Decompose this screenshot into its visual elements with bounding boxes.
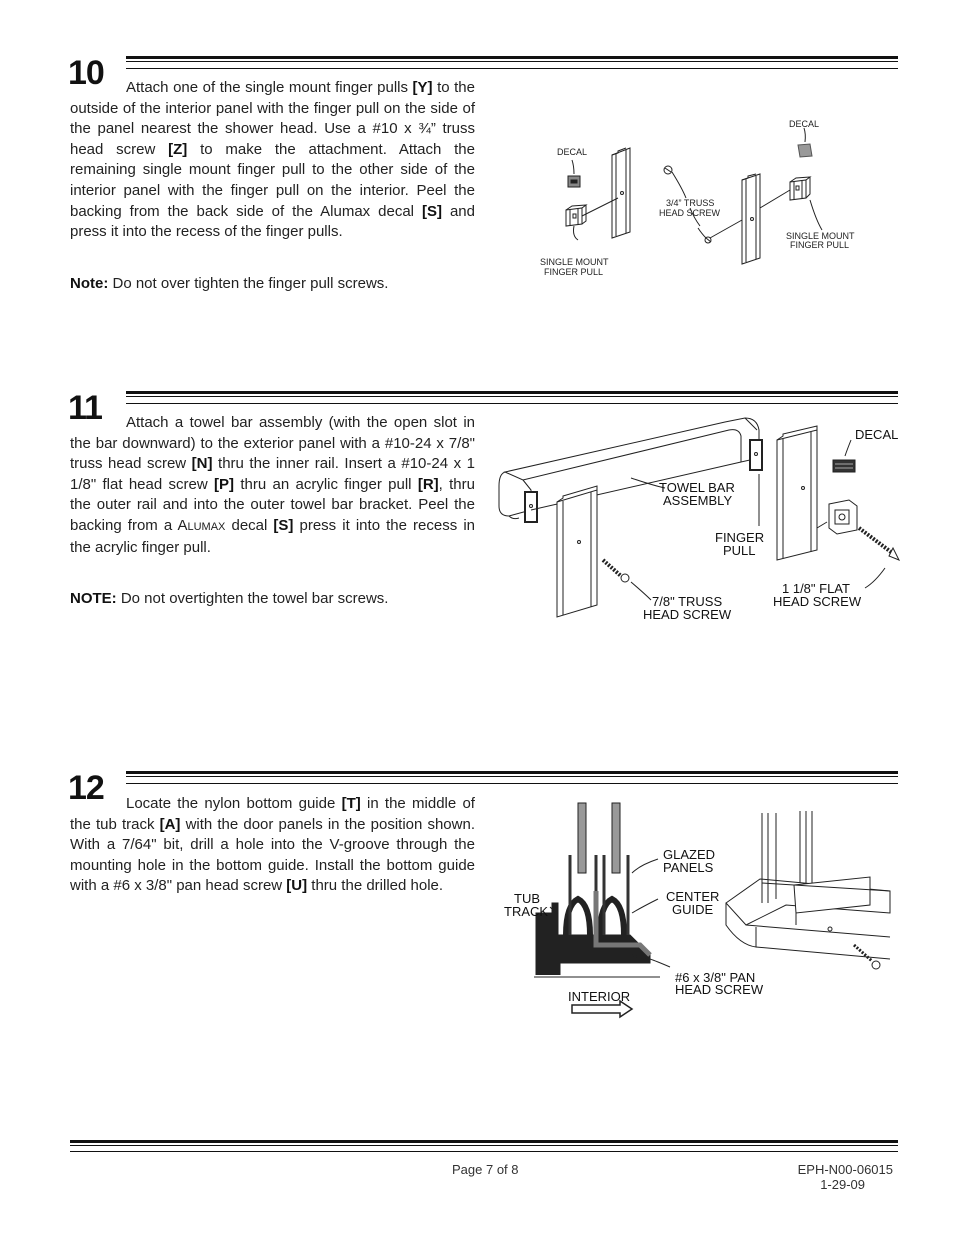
tub-track-label: TUB xyxy=(514,891,540,906)
finger-pull-diagram xyxy=(530,110,870,290)
step-rule xyxy=(126,391,898,404)
footer-rule xyxy=(70,1140,898,1152)
step-note: Note: Do not over tighten the finger pull screws. xyxy=(70,275,389,292)
step-instructions: Attach one of the single mount finger pulls [Y] to the outside of the interior panel with the finger pull on the side of the panel nearest the shower head. Use a #10 x ¾” truss head screw [Z] to make the attachment. Attach the remaining single mount finger pull to the other side of the interior panel with the finger pull on the interior. Peel the backing from the back side of the Alumax decal [S] and press it into the recess of the finger pulls. xyxy=(70,79,475,241)
pan-screw-label: HEAD SCREW xyxy=(675,982,764,997)
interior-label: INTERIOR xyxy=(568,989,631,1004)
finger-pull-label: PULL xyxy=(723,543,756,558)
flat-screw-label: 1 1/8" FLAT xyxy=(782,581,850,596)
flat-screw-label: HEAD SCREW xyxy=(773,594,862,609)
towel-bar-label: ASSEMBLY xyxy=(663,493,733,508)
towel-bar-label: TOWEL BAR xyxy=(659,480,735,495)
tub-track-label: TRACK xyxy=(504,904,549,919)
pan-screw-label: #6 x 3/8" PAN xyxy=(675,970,756,985)
center-guide-label: CENTER xyxy=(666,889,720,904)
finger-pull-label: SINGLE MOUNT xyxy=(786,231,855,241)
step-instructions: Locate the nylon bottom guide [T] in the middle of the tub track [A] with the door panels in the position shown. With a 7/64" bit, drill a hole into the V-groove through the mounting hole in the bottom guide. Install the bottom guide with a #6 x 3/8" pan head screw [U] thru the drilled hole. xyxy=(70,795,475,895)
truss-screw-label: 7/8" TRUSS xyxy=(652,594,723,609)
bottom-guide-diagram xyxy=(500,795,900,1030)
step-instructions: Attach a towel bar assembly (with the open slot in the bar downward) to the exterior panel with a #10-24 x 7/8" truss head screw [N] thru the inner rail. Insert a #10-24 x 1 1/8" flat head screw [P] thru an acrylic finger pull [R], thru the outer rail and into the outer towel bar bracket. Peel the backing from a ALUMAX decal [S] press it into the recess in the acrylic finger pull. xyxy=(70,414,476,556)
document-id: EPH-N00-06015 1-29-09 xyxy=(797,1162,893,1192)
finger-pull-label: FINGER PULL xyxy=(790,240,850,250)
finger-pull-label: SINGLE MOUNT xyxy=(540,257,609,267)
glazed-panels-label: GLAZED xyxy=(663,847,716,862)
decal-label: DECAL xyxy=(557,147,588,157)
glazed-panels-label: PANELS xyxy=(663,860,714,875)
decal-label: DECAL xyxy=(855,427,899,442)
step-rule xyxy=(126,771,898,784)
center-guide-label: GUIDE xyxy=(672,902,714,917)
truss-screw-label: HEAD SCREW xyxy=(643,607,732,622)
step-number: 11 xyxy=(68,389,102,427)
finger-pull-label: FINGER PULL xyxy=(544,267,604,277)
finger-pull-label: FINGER xyxy=(715,530,765,545)
step-number: 10 xyxy=(68,54,104,92)
screw-label: 3/4” TRUSS xyxy=(666,198,715,208)
decal-label: DECAL xyxy=(789,119,820,129)
screw-label: HEAD SCREW xyxy=(659,208,721,218)
step-number: 12 xyxy=(68,769,104,807)
page-number: Page 7 of 8 xyxy=(452,1162,519,1177)
step-rule xyxy=(126,56,898,69)
step-note: NOTE: Do not overtighten the towel bar screws. xyxy=(70,590,389,607)
towel-bar-diagram xyxy=(495,410,905,625)
